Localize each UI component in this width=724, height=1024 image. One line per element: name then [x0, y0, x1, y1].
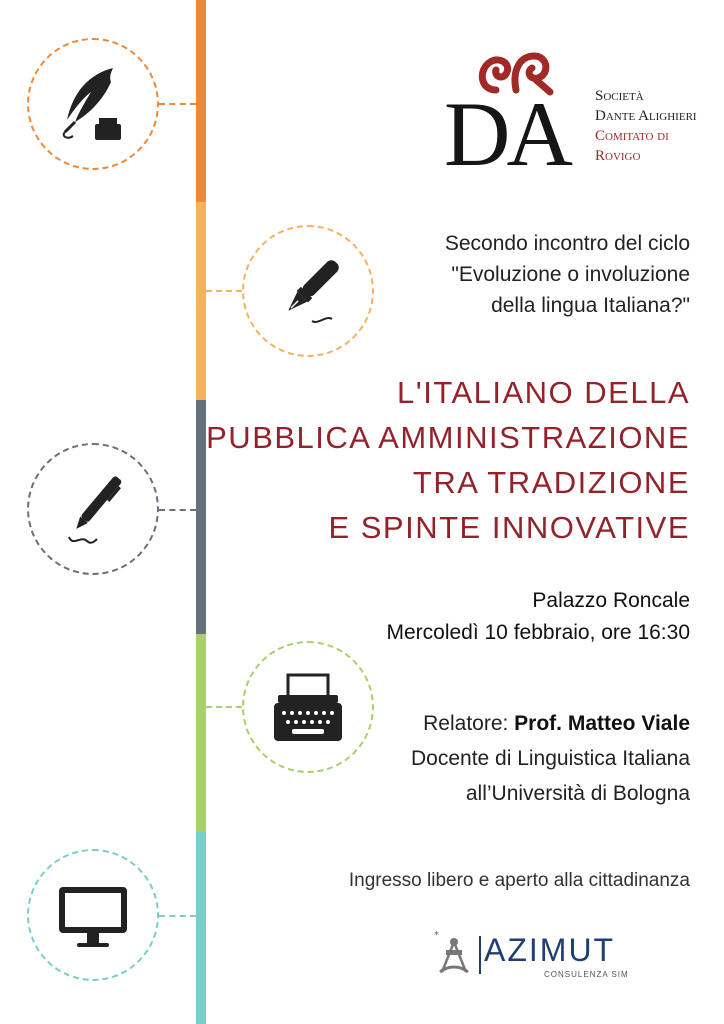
connector-3	[159, 509, 196, 511]
connector-4	[206, 706, 242, 708]
entry-note: Ingresso libero e aperto alla cittadinanza	[348, 870, 690, 891]
sextant-icon	[432, 928, 476, 980]
logo-line-2: Dante Alighieri	[595, 108, 697, 124]
logo-line-4: Rovigo	[595, 148, 641, 164]
timeline-segment-orange	[196, 0, 206, 202]
speaker-role-2: all’Università di Bologna	[465, 782, 690, 805]
event-title	[206, 370, 690, 550]
title-line-3: TRA TRADIZIONE	[412, 465, 690, 500]
connector-1	[159, 103, 196, 105]
fountain-pen-icon	[266, 249, 350, 333]
speaker-label: Relatore:	[423, 712, 515, 735]
logo-text	[595, 86, 697, 166]
typewriter-icon	[266, 665, 350, 749]
speaker-line	[411, 706, 690, 741]
azimut-subtitle: CONSULENZA SIM	[544, 970, 629, 979]
logo-letters: DA	[444, 83, 569, 185]
icon-circle-2	[242, 225, 374, 357]
speaker-role-1: Docente di Linguistica Italiana	[410, 747, 690, 770]
intro-line-2: "Evoluzione o involuzione	[451, 263, 690, 286]
title-line-4: E SPINTE INNOVATIVE	[328, 510, 690, 545]
timeline-segment-teal	[196, 832, 206, 1024]
svg-text:*: *	[434, 930, 439, 941]
icon-circle-4	[242, 641, 374, 773]
ballpoint-pen-icon	[51, 467, 135, 551]
event-details	[386, 585, 690, 649]
timeline-segment-slate	[196, 400, 206, 634]
event-date: Mercoledì 10 febbraio, ore 16:30	[386, 621, 690, 644]
logo-line-3: Comitato di	[595, 128, 669, 144]
connector-5	[159, 915, 196, 917]
icon-circle-5	[27, 849, 159, 981]
icon-circle-3	[27, 443, 159, 575]
event-venue: Palazzo Roncale	[532, 589, 690, 612]
icon-circle-1	[27, 38, 159, 170]
computer-monitor-icon	[51, 873, 135, 957]
speaker-info	[411, 706, 690, 811]
azimut-separator	[479, 936, 481, 974]
quill-inkwell-icon	[51, 62, 135, 146]
speaker-name: Prof. Matteo Viale	[514, 712, 690, 735]
intro-line-3: della lingua Italiana?"	[491, 294, 690, 317]
logo-line-1: Società	[595, 88, 644, 104]
dante-alighieri-logo	[440, 50, 700, 185]
title-line-1: L'ITALIANO DELLA	[397, 375, 690, 410]
title-line-2: PUBBLICA AMMINISTRAZIONE	[206, 420, 690, 455]
azimut-logo	[432, 928, 632, 982]
azimut-name: AZIMUT	[484, 932, 616, 968]
cycle-intro	[445, 228, 690, 321]
timeline-segment-light-orange	[196, 202, 206, 400]
timeline-segment-green	[196, 634, 206, 832]
intro-line-1: Secondo incontro del ciclo	[444, 232, 690, 255]
connector-2	[206, 290, 242, 292]
